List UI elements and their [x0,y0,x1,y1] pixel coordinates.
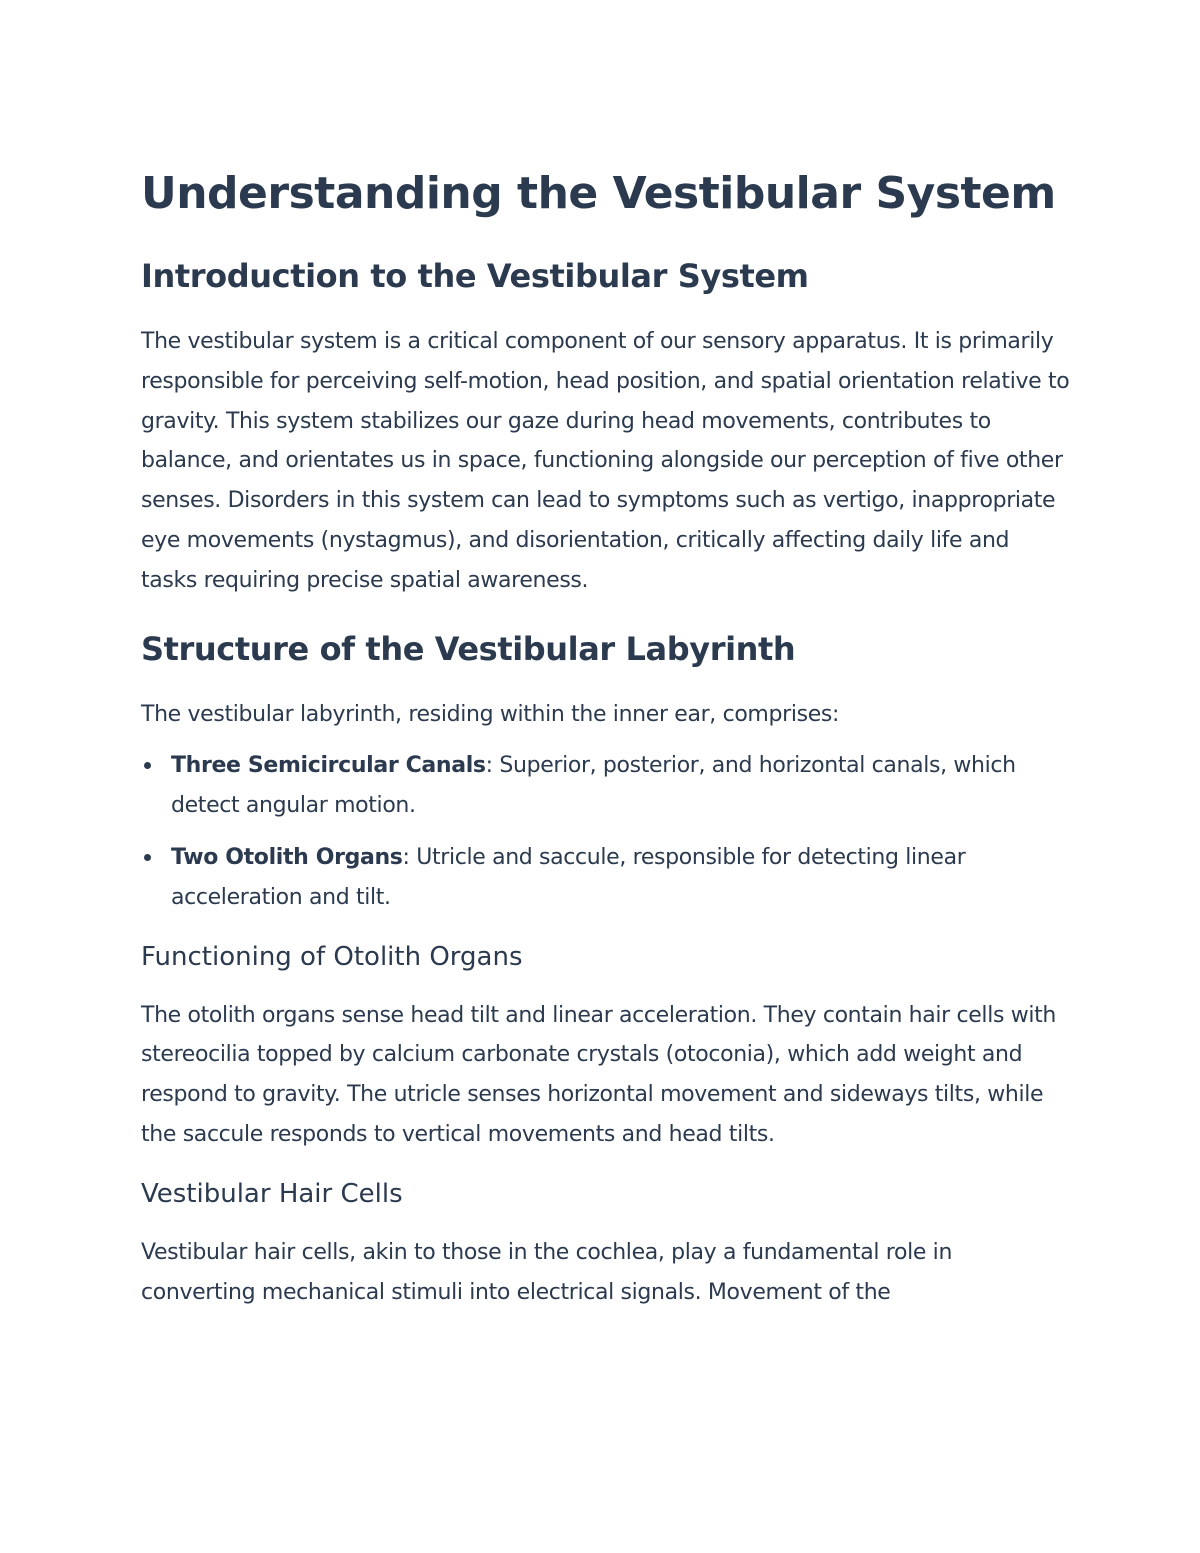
subsection-heading-hair-cells: Vestibular Hair Cells [141,1178,403,1209]
document-title: Understanding the Vestibular System [141,168,1056,219]
subsection-heading-otolith: Functioning of Otolith Organs [141,941,523,972]
list-item-text: : Superior, posterior, and horizontal canals, which detect angular motion. [171,753,1016,819]
structure-list [141,746,1071,917]
list-item-term: Three Semicircular Canals [171,753,486,779]
list-item-otolith-organs [141,838,1071,918]
document-page [141,166,1071,1312]
bullet-icon [144,762,151,769]
section-heading-structure: Structure of the Vestibular Labyrinth [141,629,796,668]
paragraph-hair-cells: Vestibular hair cells, akin to those in the cochlea, play a fundamental role in converting mechanical stimuli into electrical signals. Movement of the [141,1239,953,1305]
paragraph-introduction: The vestibular system is a critical component of our sensory apparatus. It is primarily responsible for perceiving self-motion, head position, and spatial orientation relative to gravity. This system stabilizes our gaze during head movements, contributes to balance, and orientates us in space, functioning alongside our perception of five other senses. Disorders in this system can lead to symptoms such as vertigo, inappropriate eye movements (nystagmus), and disorientation, critically affecting daily life and tasks requiring precise spatial awareness. [141,329,1070,593]
bullet-icon [144,854,151,861]
list-item-text: : Utricle and saccule, responsible for detecting linear acceleration and tilt. [171,844,966,910]
paragraph-structure: The vestibular labyrinth, residing within the inner ear, comprises: [141,701,840,727]
list-item-semicircular-canals [141,746,1071,826]
section-heading-introduction: Introduction to the Vestibular System [141,257,809,295]
paragraph-otolith: The otolith organs sense head tilt and linear acceleration. They contain hair cells with stereocilia topped by calcium carbonate crystals (otoconia), which add weight and respond to gravity. The utricle senses horizontal movement and sideways tilts, while the saccule responds to vertical movements and head tilts. [141,1002,1056,1147]
list-item-term: Two Otolith Organs [171,844,403,870]
